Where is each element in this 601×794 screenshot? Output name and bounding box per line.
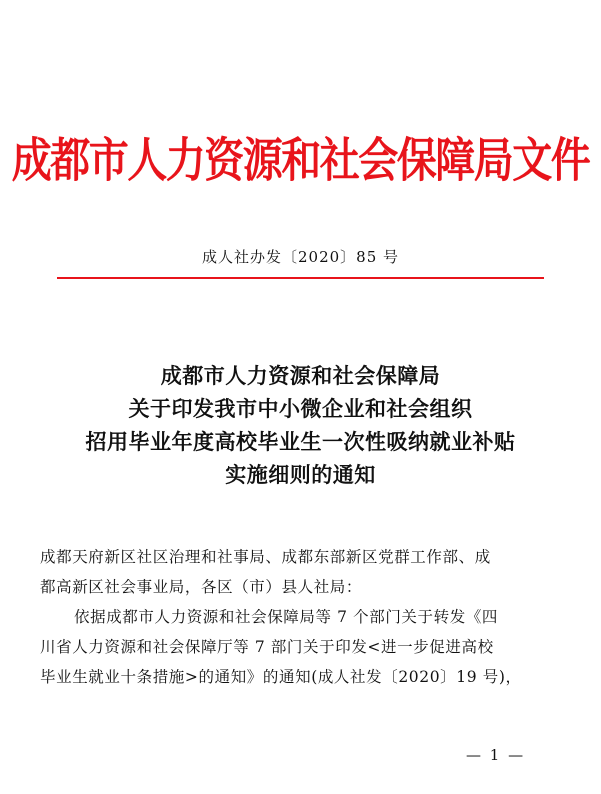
recipient-line: 都高新区社会事业局，各区（市）县人社局： [40, 578, 363, 596]
document-header-title: 成都市人力资源和社会保障局文件 [11, 132, 590, 189]
notice-body [40, 542, 562, 692]
red-divider-line [57, 277, 544, 279]
title-line: 实施细则的通知 [225, 462, 376, 487]
recipient-line: 成都天府新区社区治理和社事局、成都东部新区党群工作部、成 [40, 548, 491, 566]
title-line: 成都市人力资源和社会保障局 [160, 363, 441, 388]
paragraph-line: 毕业生就业十条措施>的通知》的通知(成人社发〔2020〕19 号)， [40, 668, 522, 686]
title-line: 关于印发我市中小微企业和社会组织 [128, 396, 473, 421]
paragraph-line: 依据成都市人力资源和社会保障局等 7 个部门关于转发《四 [74, 608, 499, 626]
paragraph-line: 川省人力资源和社会保障厅等 7 部门关于印发<进一步促进高校 [40, 638, 494, 656]
page-number: — 1 — [466, 746, 526, 764]
document-number: 成人社办发〔2020〕85 号 [201, 248, 400, 266]
title-line: 招用毕业年度高校毕业生一次性吸纳就业补贴 [85, 429, 516, 454]
notice-title [0, 359, 601, 491]
